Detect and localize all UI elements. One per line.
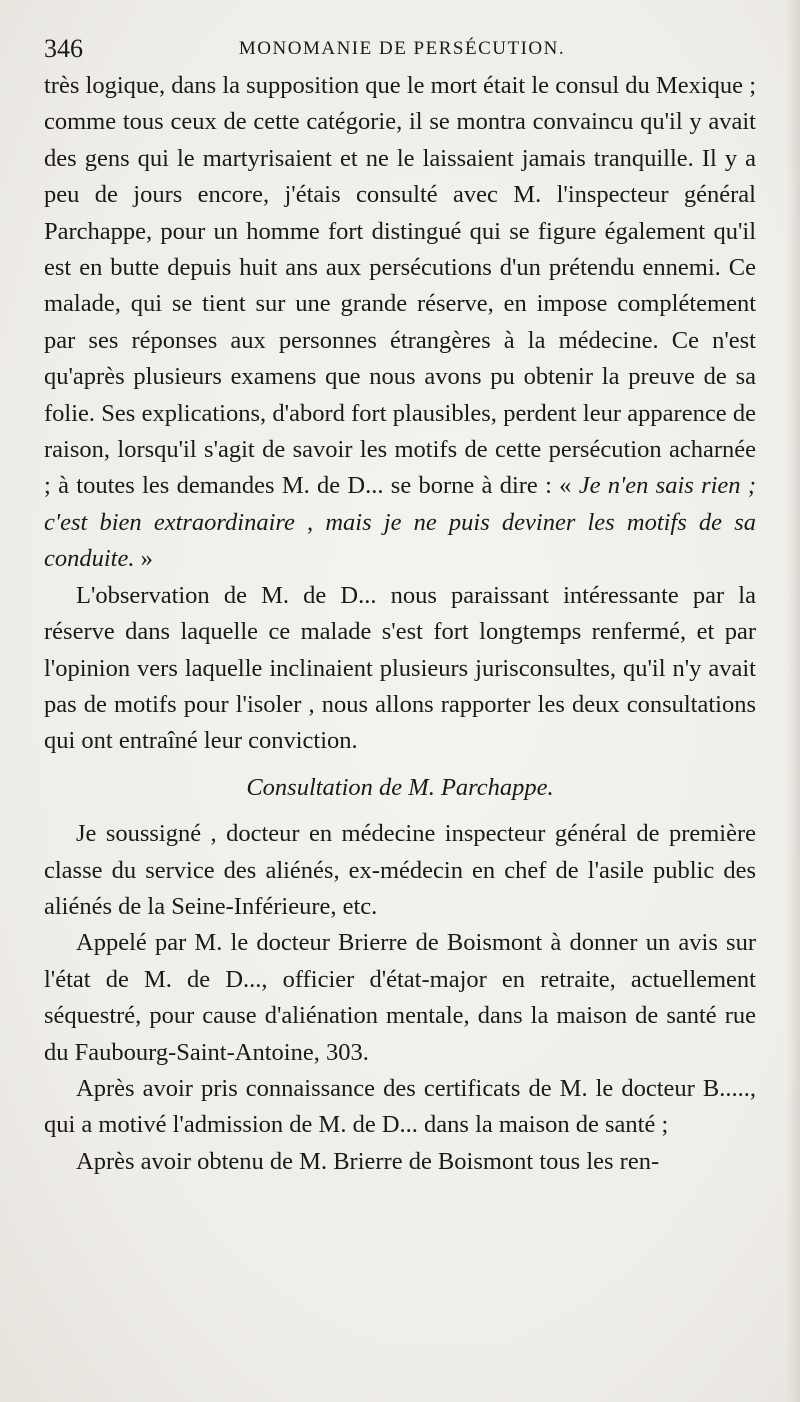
body-text: [44, 68, 756, 1180]
paragraph-6: Après avoir obtenu de M. Brierre de Boismont tous les ren-: [76, 1147, 660, 1175]
paragraph-2: L'observation de M. de D... nous paraissant intéressante par la réserve dans laquelle ce malade s'est fort longtemps renfermé, et par l'opinion vers laquelle inclinaient plusieurs jurisconsultes, qu'il n'y avait pas de motifs pour l'isoler , nous allons rapporter les deux consultations qui ont entraîné leur conviction.: [44, 581, 756, 755]
quote-close: »: [134, 545, 153, 573]
running-title: MONOMANIE DE PERSÉCUTION.: [238, 38, 566, 59]
page-header: [44, 32, 760, 66]
page-edge-shadow: [786, 0, 800, 1402]
spacer: [44, 760, 756, 770]
spacer: [44, 806, 756, 816]
paragraph-5: Après avoir pris connaissance des certificats de M. le docteur B....., qui a motivé l'admission de M. de D... dans la maison de santé ;: [44, 1074, 756, 1139]
page-number: 346: [44, 34, 83, 63]
paragraph-4: Appelé par M. le docteur Brierre de Boismont à donner un avis sur l'état de M. de D..., officier d'état-major en retraite, actuellement séquestré, pour cause d'aliénation mentale, dans la maison de santé rue du Faubourg-Saint-Antoine, 303.: [44, 929, 756, 1066]
section-heading: Consultation de M. Parchappe.: [246, 773, 554, 801]
paragraph-3: Je soussigné , docteur en médecine inspecteur général de première classe du service des aliénés, ex-médecin en chef de l'asile public des aliénés de la Seine-Inférieure, etc.: [44, 820, 756, 920]
quoted-reply: Je n'en sais rien ; c'est bien extraordinaire , mais je ne puis deviner les motifs de sa conduite.: [44, 472, 756, 573]
paragraph-1: [44, 68, 756, 578]
paragraph-1-text: très logique, dans la supposition que le mort était le consul du Mexique ; comme tous ceux de cette catégorie, il se montra convaincu qu'il y avait des gens qui le martyrisaient et ne le laissaient jamais tranquille. Il y a peu de jours encore, j'étais consulté avec M. l'inspecteur général Parchappe, pour un homme fort distingué qui se figure également qu'il est en butte depuis huit ans aux persécutions d'un prétendu ennemi. Ce malade, qui se tient sur une grande réserve, en impose complétement par ses réponses aux personnes étrangères à la médecine. Ce n'est qu'après plusieurs examens que nous avons pu obtenir la preuve de sa folie. Ses explications, d'abord fort plausibles, perdent leur apparence de raison, lorsqu'il s'agit de savoir les motifs de cette persécution acharnée ; à toutes les demandes M. de D... se borne à dire : «: [44, 72, 756, 500]
